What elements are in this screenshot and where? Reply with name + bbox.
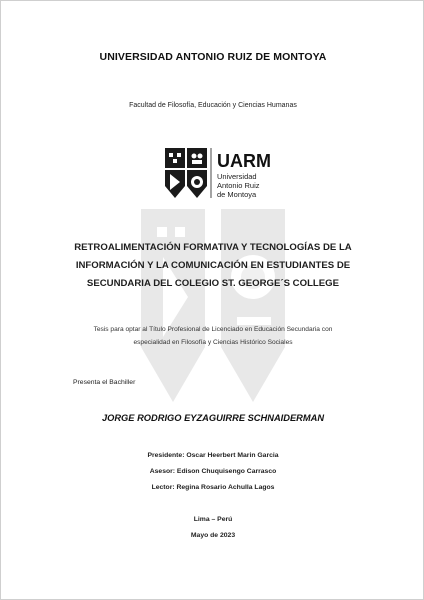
thesis-title-line: RETROALIMENTACIÓN FORMATIVA Y TECNOLOGÍAS DE LA	[74, 242, 352, 253]
logo-name-line1: Universidad	[217, 172, 257, 181]
uarm-logo	[165, 146, 285, 202]
logo-name-line3: de Montoya	[217, 190, 257, 199]
date: Mayo de 2023	[190, 532, 236, 539]
committee-advisor: Asesor: Edison Chuquisengo Carrasco	[149, 468, 277, 475]
thesis-title-line: SECUNDARIA DEL COLEGIO ST. GEORGE´S COLLEGE	[86, 278, 340, 289]
thesis-committee	[1, 448, 424, 496]
author-name: JORGE RODRIGO EYZAGUIRRE SCHNAIDERMAN	[101, 413, 325, 423]
logo-acronym: UARM	[217, 151, 271, 171]
thesis-title-line: INFORMACIÓN Y LA COMUNICACIÓN EN ESTUDIANTES DE	[75, 260, 351, 271]
faculty-name: Facultad de Filosofía, Educación y Ciencias Humanas	[129, 102, 297, 109]
purpose-line: Tesis para optar al Título Profesional de Licenciado en Educación Secundaria con	[93, 326, 333, 333]
purpose-line: especialidad en Filosofía y Ciencias Histórico Sociales	[133, 339, 293, 346]
presenter-label: Presenta el Bachiller	[73, 379, 136, 386]
thesis-title	[1, 239, 424, 293]
university-name: UNIVERSIDAD ANTONIO RUIZ DE MONTOYA	[99, 51, 327, 63]
committee-president: Presidente: Oscar Heerbert Marin Garcia	[147, 452, 279, 459]
thesis-purpose	[1, 323, 424, 349]
logo-name-line2: Antonio Ruiz	[217, 181, 260, 190]
place: Lima – Perú	[193, 516, 233, 523]
committee-reader: Lector: Regina Rosario Achulla Lagos	[151, 484, 275, 491]
